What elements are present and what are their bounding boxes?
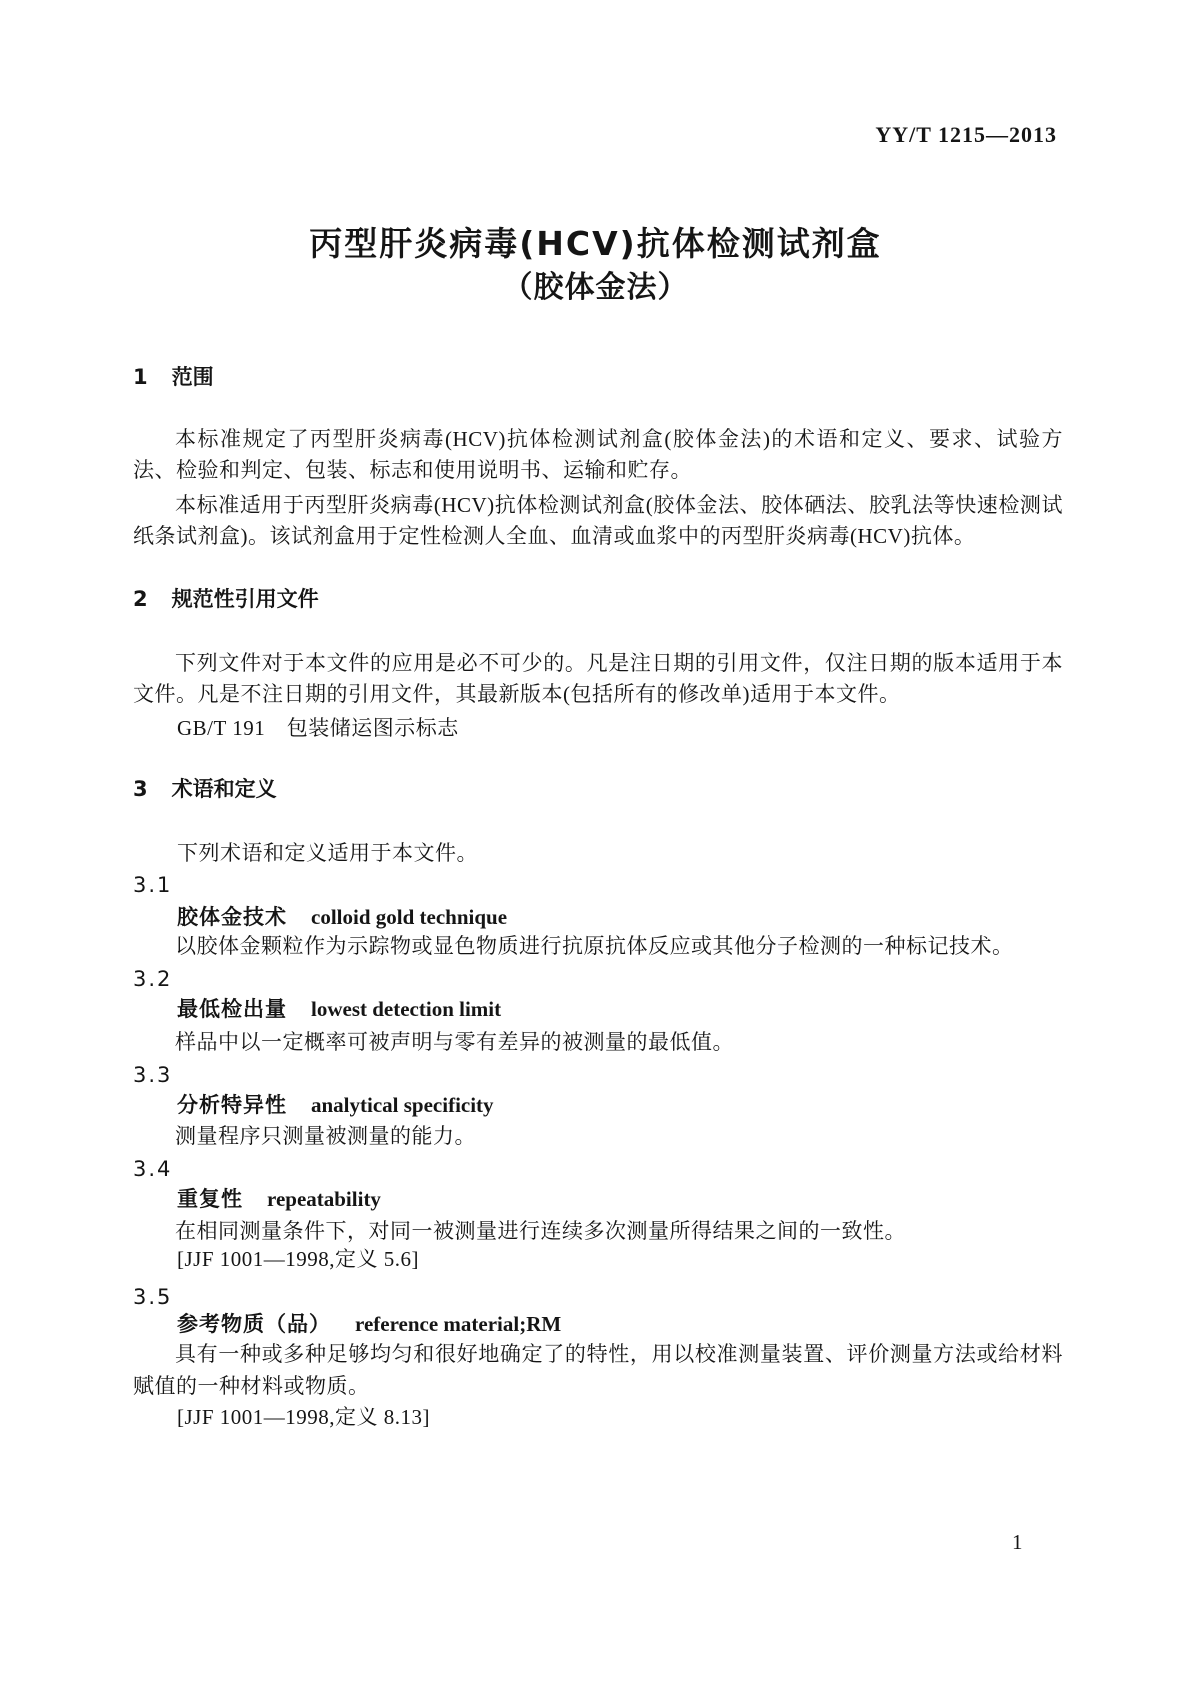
term-name-zh: 分析特异性 <box>177 1093 287 1117</box>
normative-references-paragraph: 下列文件对于本文件的应用是必不可少的。凡是注日期的引用文件，仅注日期的版本适用于本文件。凡是不注日期的引用文件，其最新版本(包括所有的修改单)适用于本文件。 <box>133 651 1063 706</box>
section-heading-label: 规范性引用文件 <box>171 587 319 611</box>
section-3-heading <box>133 774 277 804</box>
standard-code: YY/T 1215—2013 <box>875 122 1057 147</box>
document-title: 丙型肝炎病毒(HCV)抗体检测试剂盒 <box>309 224 882 263</box>
term-number: 3.3 <box>133 1063 173 1087</box>
term-title <box>133 1185 1107 1213</box>
term-definition: 具有一种或多种足够均匀和很好地确定了的特性，用以校准测量装置、评价测量方法或给材料赋值的一种材料或物质。 <box>133 1342 1063 1398</box>
section-1-heading <box>133 362 214 392</box>
term-name-zh: 重复性 <box>177 1187 243 1211</box>
term-source: [JJF 1001—1998,定义 8.13] <box>177 1405 431 1429</box>
section-heading-label: 范围 <box>171 365 214 389</box>
section-number: 2 <box>133 587 148 611</box>
term-name-zh: 胶体金技术 <box>177 905 287 929</box>
document-subtitle: （胶体金法） <box>502 270 689 305</box>
term-definition: 样品中以一定概率可被声明与零有差异的被测量的最低值。 <box>175 1030 734 1054</box>
term-name-en: analytical specificity <box>311 1093 494 1117</box>
term-number: 3.1 <box>133 873 173 897</box>
term-title <box>133 1310 1107 1338</box>
term-definition: 在相同测量条件下，对同一被测量进行连续多次测量所得结果之间的一致性。 <box>175 1219 906 1243</box>
term-title <box>133 903 1107 931</box>
section-number: 1 <box>133 365 148 389</box>
term-name-en: lowest detection limit <box>311 997 502 1021</box>
section-number: 3 <box>133 777 148 801</box>
term-name-zh: 参考物质（品） <box>177 1312 331 1336</box>
term-number: 3.2 <box>133 967 173 991</box>
term-title <box>133 995 1107 1023</box>
term-name-zh: 最低检出量 <box>177 997 287 1021</box>
scope-paragraph-2: 本标准适用于丙型肝炎病毒(HCV)抗体检测试剂盒(胶体金法、胶体硒法、胶乳法等快速检测试纸条试剂盒)。该试剂盒用于定性检测人全血、血清或血浆中的丙型肝炎病毒(HCV)抗体。 <box>133 493 1063 548</box>
term-name-en: reference material;RM <box>355 1312 562 1336</box>
section-heading-label: 术语和定义 <box>171 777 277 801</box>
term-definition: 以胶体金颗粒作为示踪物或显色物质进行抗原抗体反应或其他分子检测的一种标记技术。 <box>175 934 1014 958</box>
term-definition: 测量程序只测量被测量的能力。 <box>175 1124 476 1148</box>
term-source: [JJF 1001—1998,定义 5.6] <box>177 1247 420 1271</box>
terms-intro: 下列术语和定义适用于本文件。 <box>177 841 478 865</box>
section-2-heading <box>133 584 319 614</box>
page-number: 1 <box>1012 1530 1023 1554</box>
reference-entry: GB/T 191 包装储运图示标志 <box>177 716 459 740</box>
term-name-en: repeatability <box>267 1187 381 1211</box>
term-name-en: colloid gold technique <box>311 905 508 929</box>
term-number: 3.5 <box>133 1285 173 1309</box>
term-number: 3.4 <box>133 1157 173 1181</box>
term-title <box>133 1091 1107 1119</box>
scope-paragraph-1: 本标准规定了丙型肝炎病毒(HCV)抗体检测试剂盒(胶体金法)的术语和定义、要求、试验方法、检验和判定、包装、标志和使用说明书、运输和贮存。 <box>133 427 1063 482</box>
